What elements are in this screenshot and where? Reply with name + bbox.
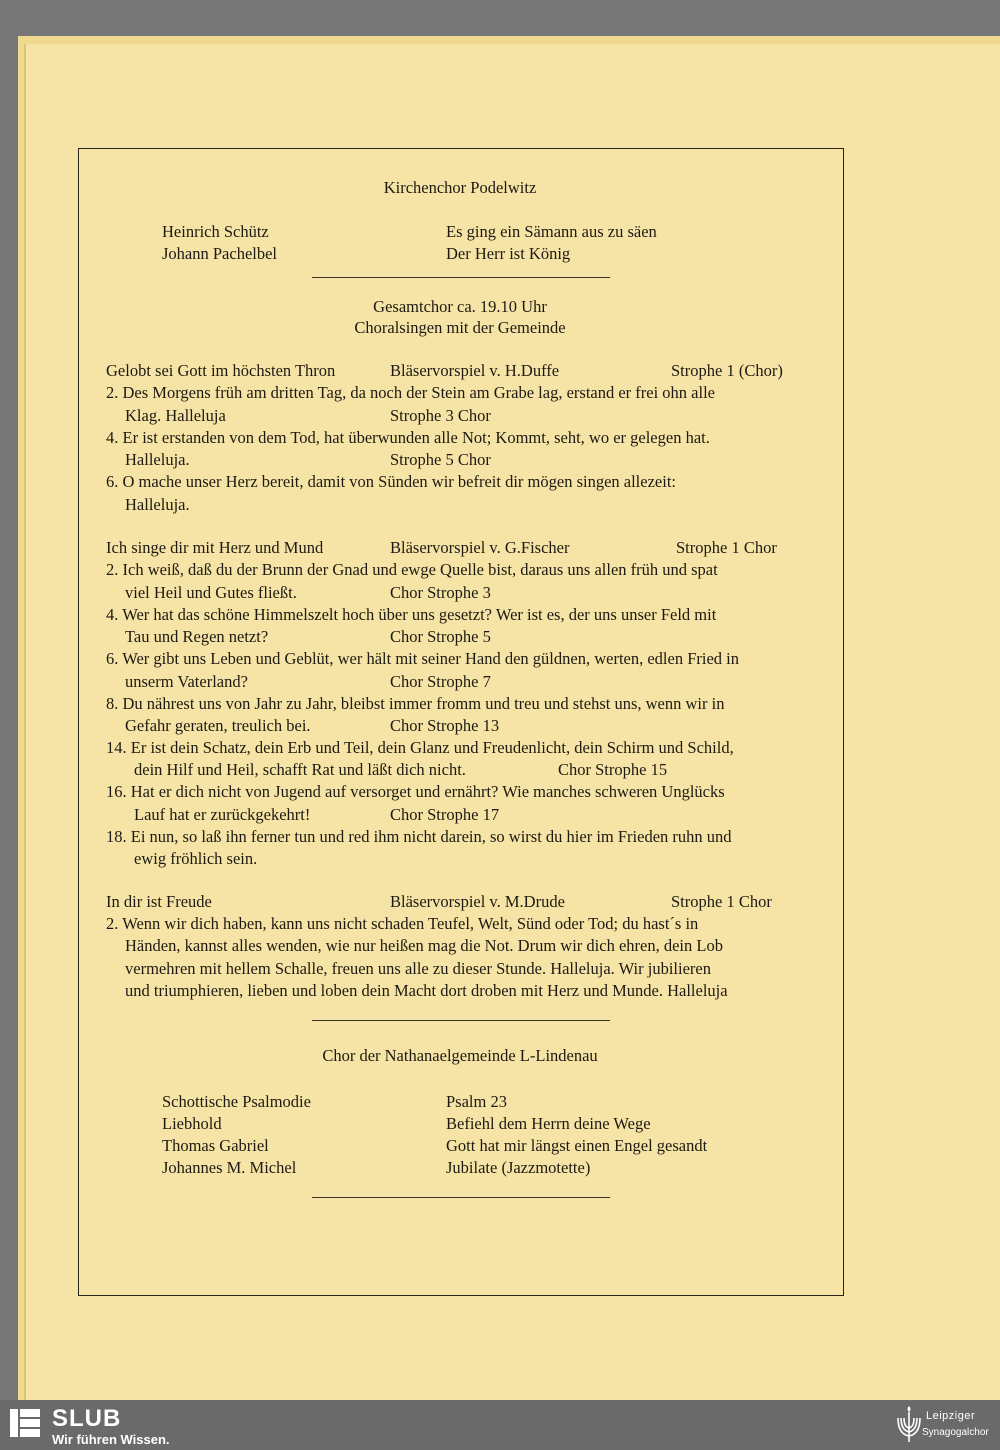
- choralsingen-heading: Choralsingen mit der Gemeinde: [354, 318, 566, 337]
- hymn-title: Ich singe dir mit Herz und Mund: [106, 538, 324, 557]
- work-title: Gott hat mir längst einen Engel gesandt: [446, 1136, 708, 1155]
- verse-line: 6. Wer gibt uns Leben und Geblüt, wer hält mit seiner Hand den güldnen, werten, edlen Fried in: [106, 649, 740, 668]
- verse-line: Händen, kannst alles wenden, wie nur heißen mag die Not. Drum wir dich ehren, dein Lob: [125, 936, 723, 955]
- work-composer: Heinrich Schütz: [162, 222, 269, 241]
- verse-line: ewig fröhlich sein.: [134, 849, 258, 868]
- verse-line: 4. Er ist erstanden von dem Tod, hat überwunden alle Not; Kommt, seht, wo er gelegen hat.: [106, 428, 710, 447]
- verse-line: und triumphieren, lieben und loben dein Macht dort droben mit Herz und Munde. Halleluja: [125, 981, 728, 1000]
- gesamtchor-time: Gesamtchor ca. 19.10 Uhr: [373, 297, 547, 316]
- verse-line: dein Hilf und Heil, schafft Rat und läßt dich nicht.: [134, 760, 466, 779]
- menorah-icon: [896, 1404, 922, 1446]
- work-title: Der Herr ist König: [446, 244, 571, 263]
- work-composer: Johannes M. Michel: [162, 1158, 297, 1177]
- verse-line: Halleluja.: [125, 495, 190, 514]
- work-title: Psalm 23: [446, 1092, 507, 1111]
- verse-line: 16. Hat er dich nicht von Jugend auf versorget und ernährt? Wie manches schweren Unglücks: [106, 782, 725, 801]
- work-composer: Liebhold: [162, 1114, 222, 1133]
- verse-choir-note: Chor Strophe 15: [558, 760, 668, 779]
- hymn-prelude: Bläservorspiel v. M.Drude: [390, 892, 565, 911]
- verse-line: Tau und Regen netzt?: [125, 627, 269, 646]
- verse-line: 2. Ich weiß, daß du der Brunn der Gnad und ewge Quelle bist, daraus uns allen früh und spat: [106, 560, 718, 579]
- work-composer: Thomas Gabriel: [162, 1136, 269, 1155]
- partner-name-line2: Synagogalchor: [922, 1427, 989, 1438]
- verse-choir-note: Chor Strophe 17: [390, 805, 500, 824]
- verse-choir-note: Chor Strophe 7: [390, 672, 491, 691]
- verse-line: Halleluja.: [125, 450, 190, 469]
- section-divider: [312, 1197, 610, 1198]
- verse-line: viel Heil und Gutes fließt.: [125, 583, 297, 602]
- verse-line: unserm Vaterland?: [125, 672, 248, 691]
- hymn-verse: Strophe 1 Chor: [676, 538, 777, 557]
- work-title: Es ging ein Sämann aus zu säen: [446, 222, 657, 241]
- hymn-title: Gelobt sei Gott im höchsten Thron: [106, 361, 336, 380]
- verse-line: 2. Des Morgens früh am dritten Tag, da noch der Stein am Grabe lag, erstand er frei ohn alle: [106, 383, 716, 402]
- verse-choir-note: Chor Strophe 3: [390, 583, 491, 602]
- verse-line: 4. Wer hat das schöne Himmelszelt hoch über uns gesetzt? Wer ist es, der uns unser Feld mit: [106, 605, 717, 624]
- choir-heading-podelwitz: Kirchenchor Podelwitz: [383, 178, 537, 197]
- hymn-verse: Strophe 1 (Chor): [671, 361, 783, 380]
- slub-logo-icon: [10, 1409, 40, 1437]
- verse-line: 2. Wenn wir dich haben, kann uns nicht schaden Teufel, Welt, Sünd oder Tod; du hast´s in: [106, 914, 699, 933]
- work-composer: Johann Pachelbel: [162, 244, 278, 263]
- work-composer: Schottische Psalmodie: [162, 1092, 311, 1111]
- work-title: Jubilate (Jazzmotette): [446, 1158, 591, 1177]
- work-title: Befiehl dem Herrn deine Wege: [446, 1114, 651, 1133]
- verse-line: Lauf hat er zurückgekehrt!: [134, 805, 311, 824]
- verse-line: 14. Er ist dein Schatz, dein Erb und Teil, dein Glanz und Freudenlicht, dein Schirm und Schild,: [106, 738, 734, 757]
- slub-tagline: Wir führen Wissen.: [52, 1432, 170, 1447]
- hymn-prelude: Bläservorspiel v. G.Fischer: [390, 538, 570, 557]
- slub-name: SLUB: [52, 1405, 122, 1432]
- hymn-verse: Strophe 1 Chor: [671, 892, 772, 911]
- verse-line: vermehren mit hellem Schalle, freuen uns alle zu dieser Stunde. Halleluja. Wir jubilieren: [125, 959, 711, 978]
- verse-choir-note: Chor Strophe 5: [390, 627, 491, 646]
- section-divider: [312, 277, 610, 278]
- verse-choir-note: Strophe 5 Chor: [390, 450, 491, 469]
- verse-choir-note: Strophe 3 Chor: [390, 406, 491, 425]
- verse-line: Klag. Halleluja: [125, 406, 226, 425]
- section-divider: [312, 1020, 610, 1021]
- choir-heading-nathanael: Chor der Nathanaelgemeinde L-Lindenau: [322, 1046, 598, 1065]
- verse-line: 6. O mache unser Herz bereit, damit von Sünden wir befreit dir mögen singen allezeit:: [106, 472, 676, 491]
- verse-line: 18. Ei nun, so laß ihn ferner tun und red ihm nicht darein, so wirst du hier im Frieden ruhn und: [106, 827, 732, 846]
- hymn-title: In dir ist Freude: [106, 892, 212, 911]
- verse-choir-note: Chor Strophe 13: [390, 716, 500, 735]
- footer-bar: [0, 1400, 1000, 1450]
- hymn-prelude: Bläservorspiel v. H.Duffe: [390, 361, 560, 380]
- partner-name-line1: Leipziger: [926, 1410, 976, 1422]
- verse-line: 8. Du nährest uns von Jahr zu Jahr, bleibst immer fromm und treu und stehst uns, wenn wir in: [106, 694, 725, 713]
- verse-line: Gefahr geraten, treulich bei.: [125, 716, 311, 735]
